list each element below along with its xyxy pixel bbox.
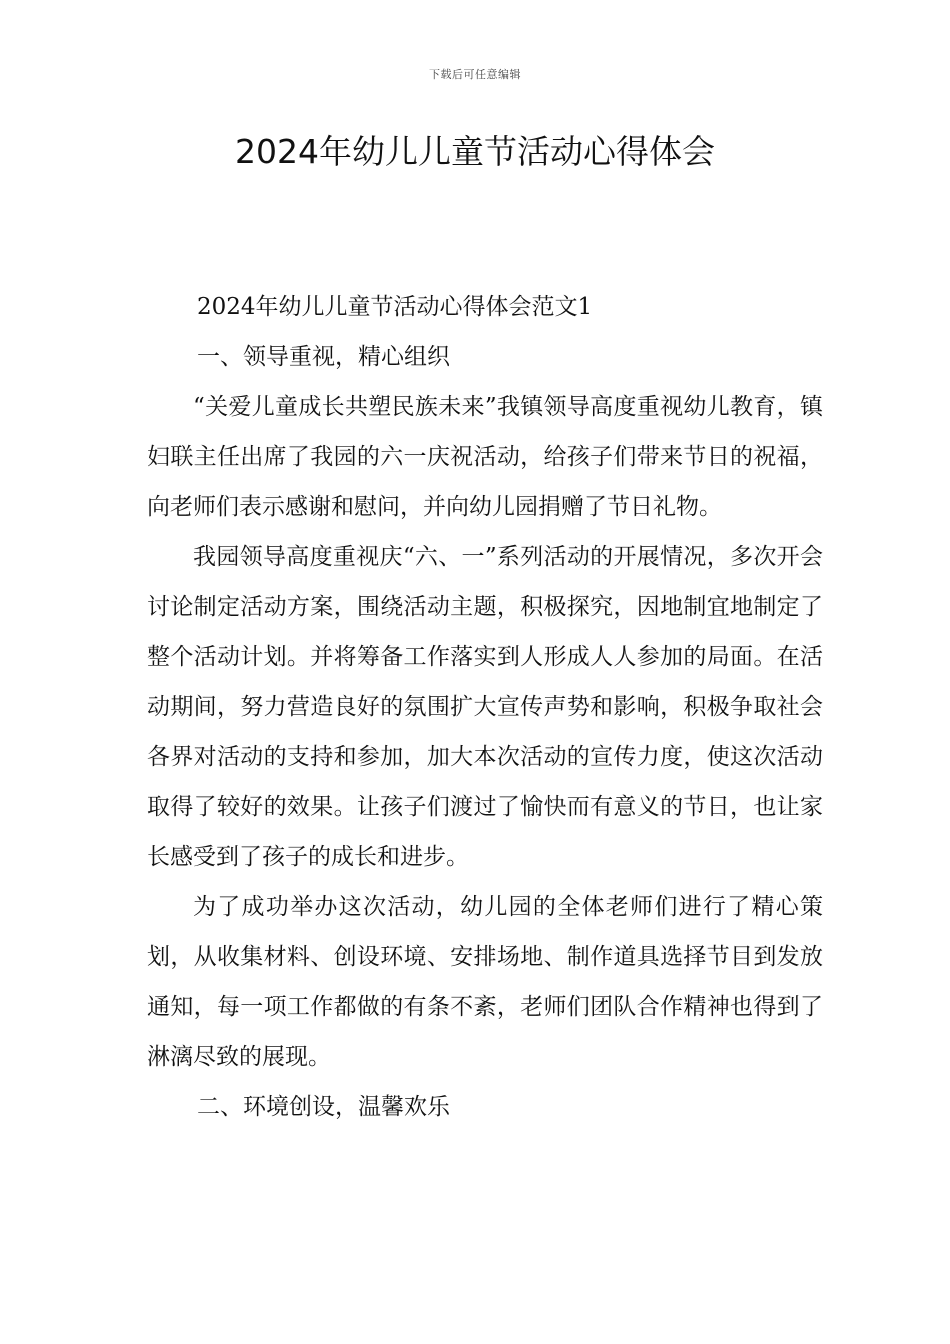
- section-heading-1: 一、领导重视，精心组织: [197, 344, 450, 370]
- document-body: [147, 282, 823, 1132]
- paragraph-2: 我园领导高度重视庆“六、一”系列活动的开展情况，多次开会讨论制定活动方案，围绕活动主题，积极探究，因地制宜地制定了整个活动计划。并将筹备工作落实到人形成人人参加的局面。在活动期间，努力营造良好的氛围扩大宣传声势和影响，积极争取社会各界对活动的支持和参加，加大本次活动的宣传力度，使这次活动取得了较好的效果。让孩子们渡过了愉快而有意义的节日，也让家长感受到了孩子的成长和进步。: [147, 544, 823, 870]
- header-note: 下载后可任意编辑: [429, 68, 521, 81]
- section-subtitle: 2024年幼儿儿童节活动心得体会范文1: [197, 294, 593, 320]
- section-heading-2: 二、环境创设，温馨欢乐: [197, 1094, 450, 1120]
- document-title: 2024年幼儿儿童节活动心得体会: [235, 132, 715, 171]
- paragraph-1: “关爱儿童成长共塑民族未来”我镇领导高度重视幼儿教育，镇妇联主任出席了我园的六一庆祝活动，给孩子们带来节日的祝福，向老师们表示感谢和慰问，并向幼儿园捐赠了节日礼物。: [147, 394, 823, 520]
- paragraph-3: 为了成功举办这次活动，幼儿园的全体老师们进行了精心策划，从收集材料、创设环境、安排场地、制作道具选择节目到发放通知，每一项工作都做的有条不紊，老师们团队合作精神也得到了淋漓尽致的展现。: [147, 894, 823, 1070]
